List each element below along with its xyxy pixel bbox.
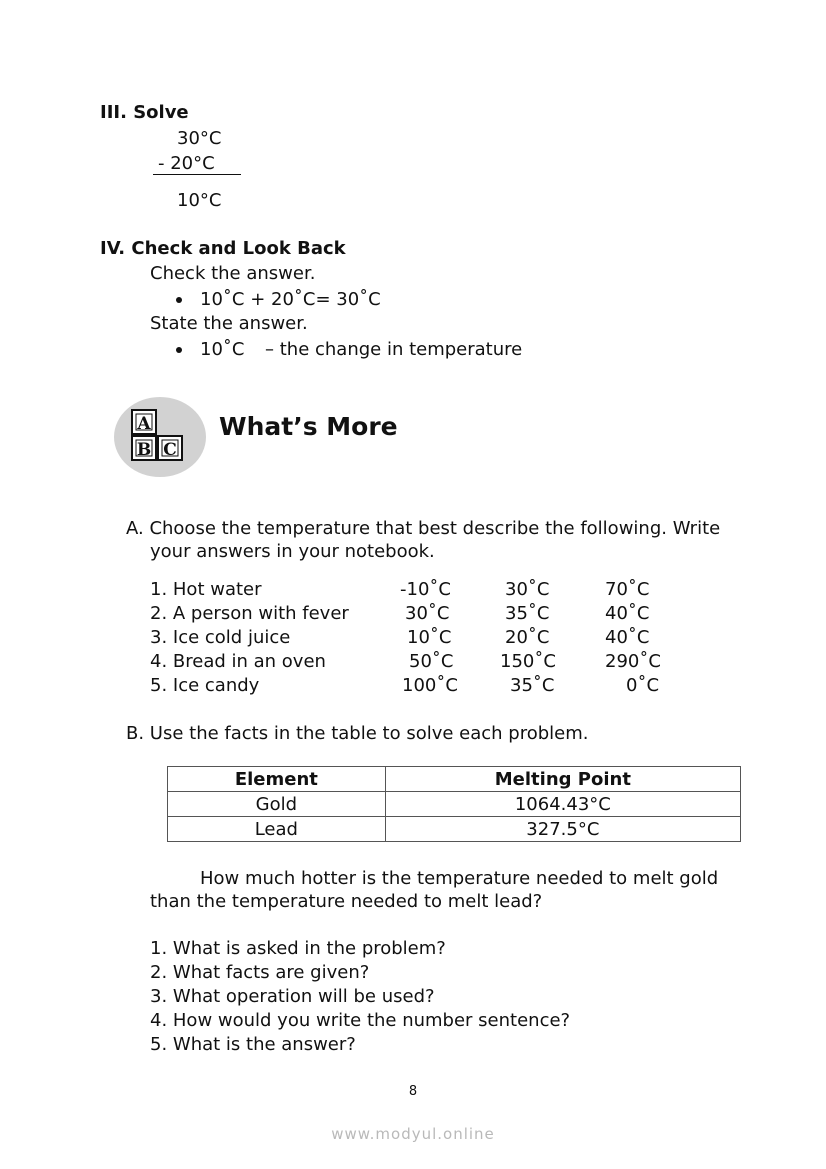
item-option: 100˚C — [402, 675, 458, 696]
table-header-element: Element — [168, 767, 386, 792]
item-option: -10˚C — [400, 579, 451, 600]
table-header-melting-point: Melting Point — [385, 767, 740, 792]
solve-difference: 10°C — [177, 190, 222, 211]
item-label: 5. Ice candy — [150, 675, 260, 696]
state-description: – the change in temperature — [265, 339, 523, 360]
block-letter-c: C — [163, 440, 177, 460]
page-number: 8 — [408, 1084, 418, 1099]
check-label: Check the answer. — [150, 263, 316, 284]
solve-minuend: 30°C — [177, 128, 222, 149]
state-value: 10˚C — [200, 339, 245, 360]
table-row — [168, 817, 741, 842]
solve-subtrahend: - 20°C — [158, 153, 215, 174]
list-item: 5. What is the answer? — [150, 1034, 356, 1055]
part-a-instruction-line2: your answers in your notebook. — [150, 541, 435, 562]
item-option: 40˚C — [605, 627, 650, 648]
item-option: 290˚C — [605, 651, 661, 672]
list-item: 4. How would you write the number sentence? — [150, 1010, 571, 1031]
item-option: 35˚C — [510, 675, 555, 696]
block-letter-b: B — [136, 440, 152, 460]
item-label: 3. Ice cold juice — [150, 627, 291, 648]
part-b-instruction: B. Use the facts in the table to solve each problem. — [126, 723, 589, 744]
item-label: 2. A person with fever — [150, 603, 349, 624]
item-option: 20˚C — [505, 627, 550, 648]
item-option: 40˚C — [605, 603, 650, 624]
item-label: 4. Bread in an oven — [150, 651, 326, 672]
block-letter-a: A — [137, 414, 151, 434]
watermark: www.modyul.online — [331, 1125, 495, 1143]
item-option: 50˚C — [409, 651, 454, 672]
table-cell: 327.5°C — [385, 817, 740, 842]
list-item: 2. What facts are given? — [150, 962, 370, 983]
check-heading: IV. Check and Look Back — [100, 238, 346, 259]
table-header-row — [168, 767, 741, 792]
item-option: 30˚C — [405, 603, 450, 624]
item-label: 1. Hot water — [150, 579, 262, 600]
problem-line1: How much hotter is the temperature needed to melt gold — [200, 868, 719, 889]
item-option: 35˚C — [505, 603, 550, 624]
problem-line2: than the temperature needed to melt lead? — [150, 891, 543, 912]
table-cell: Lead — [168, 817, 386, 842]
subtraction-line — [153, 174, 241, 175]
state-label: State the answer. — [150, 313, 308, 334]
bullet-icon — [176, 297, 182, 303]
item-option: 0˚C — [626, 675, 660, 696]
list-item: 3. What operation will be used? — [150, 986, 435, 1007]
table-row — [168, 792, 741, 817]
abc-blocks-icon — [113, 396, 207, 478]
bullet-icon — [176, 347, 182, 353]
item-option: 150˚C — [500, 651, 556, 672]
item-option: 70˚C — [605, 579, 650, 600]
melting-point-table — [167, 766, 741, 842]
table-cell: Gold — [168, 792, 386, 817]
list-item: 1. What is asked in the problem? — [150, 938, 446, 959]
item-option: 30˚C — [505, 579, 550, 600]
item-option: 10˚C — [407, 627, 452, 648]
part-a-instruction-line1: A. Choose the temperature that best describe the following. Write — [126, 518, 721, 539]
solve-heading: III. Solve — [100, 102, 189, 123]
check-item: 10˚C + 20˚C= 30˚C — [200, 289, 381, 310]
table-cell: 1064.43°C — [385, 792, 740, 817]
section-title: What’s More — [219, 412, 398, 441]
